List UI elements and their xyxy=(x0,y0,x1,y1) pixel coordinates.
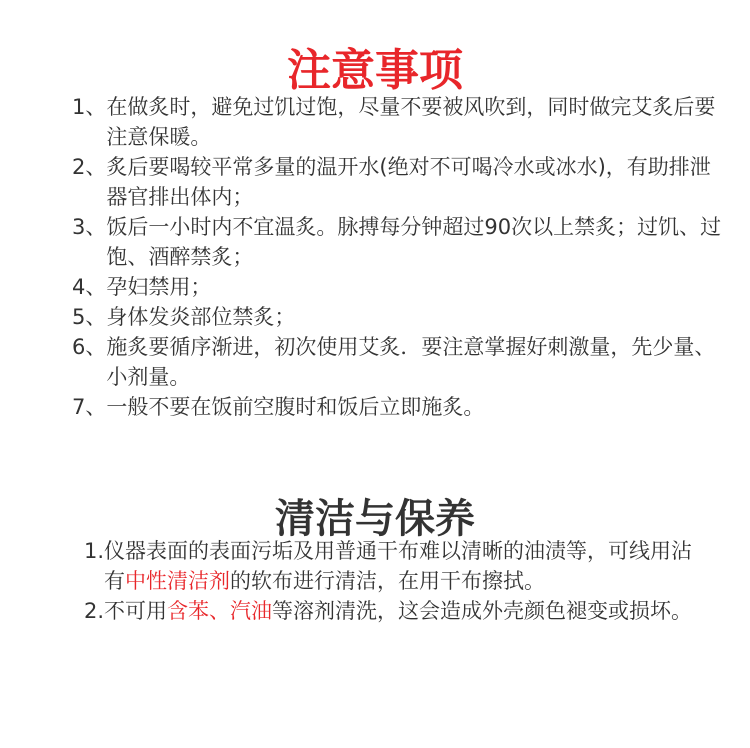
item-text: 一般不要在饭前空腹时和饭后立即施炙。 xyxy=(106,395,485,419)
care-text-part: 等溶剂清洗，这会造成外壳颜色褪变或损坏。 xyxy=(272,599,693,623)
care-text-part: 的软布进行清洁，在用干布擦拭。 xyxy=(230,569,546,593)
care-list xyxy=(84,536,704,626)
highlight-text: 中性清洁剂 xyxy=(125,569,231,593)
attention-item-1 xyxy=(72,92,722,152)
item-text xyxy=(104,536,704,596)
care-title: 清洁与保养 xyxy=(275,496,475,543)
care-item-2 xyxy=(84,596,704,626)
attention-item-6 xyxy=(72,332,722,392)
item-text: 孕妇禁用； xyxy=(106,275,212,299)
highlight-text: 含苯、汽油 xyxy=(167,599,273,623)
attention-item-3 xyxy=(72,212,722,272)
item-text: 饭后一小时内不宜温炙。脉搏每分钟超过90次以上禁炙；过饥、过饱、酒醉禁炙； xyxy=(106,215,722,269)
item-number: 6、 xyxy=(72,335,107,359)
care-text-part: 仪器表面的表面污垢及用普通干布难以清晰的油渍等，可线用沾有 xyxy=(104,539,693,593)
item-text xyxy=(104,596,704,626)
attention-item-4 xyxy=(72,272,722,302)
attention-item-7 xyxy=(72,392,722,422)
item-text: 炙后要喝较平常多量的温开水(绝对不可喝冷水或冰水)，有助排泄器官排出体内； xyxy=(106,155,711,209)
item-number: 7、 xyxy=(72,395,107,419)
item-number: 5、 xyxy=(72,305,107,329)
attention-title: 注意事项 xyxy=(287,45,463,97)
attention-item-2 xyxy=(72,152,722,212)
care-item-1 xyxy=(84,536,704,596)
item-number: 2. xyxy=(84,599,105,623)
item-text: 在做炙时，避免过饥过饱，尽量不要被风吹到，同时做完艾炙后要注意保暖。 xyxy=(106,95,716,149)
item-number: 2、 xyxy=(72,155,107,179)
attention-item-5 xyxy=(72,302,722,332)
item-number: 1、 xyxy=(72,95,107,119)
attention-list xyxy=(72,92,722,422)
item-text: 身体发炎部位禁炙； xyxy=(106,305,296,329)
care-text-part: 不可用 xyxy=(104,599,168,623)
item-number: 3、 xyxy=(72,215,107,239)
item-number: 1. xyxy=(84,539,105,563)
item-text: 施炙要循序渐进，初次使用艾炙．要注意掌握好刺激量，先少量、小剂量。 xyxy=(106,335,716,389)
item-number: 4、 xyxy=(72,275,107,299)
